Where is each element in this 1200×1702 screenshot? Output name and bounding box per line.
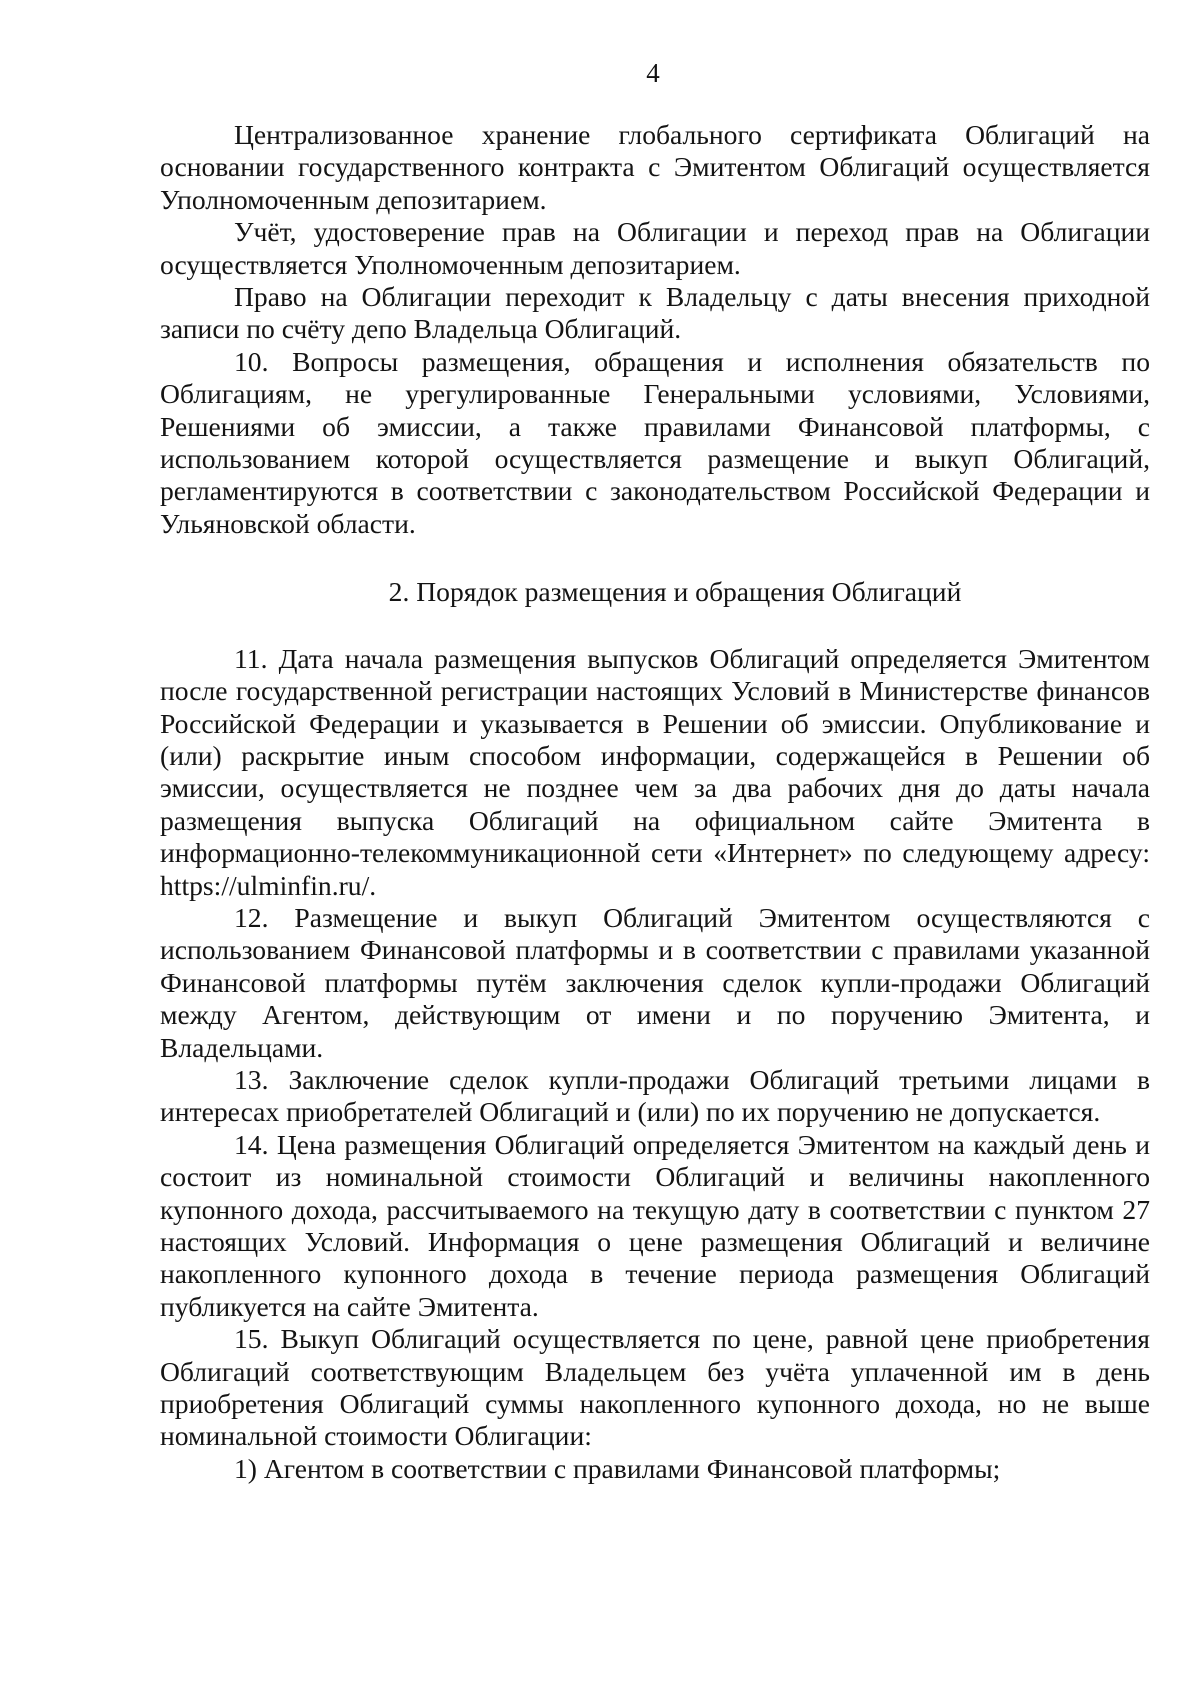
paragraph-item-10: 10. Вопросы размещения, обращения и исполнения обязательств по Облигациям, не урегулированные Генеральными условиями, Условиями, Решениями об эмиссии, а также правилами Финансовой платформы, с использованием которой осуществляется размещение и выкуп Облигаций, регламентируются в соответствии с законодательством Российской Федерации и Ульяновской области. [160, 345, 1150, 539]
paragraph-item-12: 12. Размещение и выкуп Облигаций Эмитентом осуществляются с использованием Финансовой платформы и в соответствии с правилами указанной Финансовой платформы путём заключения сделок купли-продажи Облигаций между Агентом, действующим от имени и по поручению Эмитента, и Владельцами. [160, 901, 1150, 1063]
paragraph: Учёт, удостоверение прав на Облигации и переход прав на Облигации осуществляется Уполномоченным депозитарием. [160, 216, 1150, 280]
paragraph-item-14: 14. Цена размещения Облигаций определяется Эмитентом на каждый день и состоит из номинальной стоимости Облигаций и величины накопленного купонного дохода, рассчитываемого на текущую дату в соответствии с пунктом 27 настоящих Условий. Информация о цене размещения Облигаций и величине накопленного купонного дохода в течение периода размещения Облигаций публикуется на сайте Эмитента. [160, 1128, 1150, 1322]
section-heading: 2. Порядок размещения и обращения Облигаций [388, 576, 962, 608]
document-body [160, 119, 1150, 1485]
paragraph: Централизованное хранение глобального сертификата Облигаций на основании государственного контракта с Эмитентом Облигаций осуществляется Уполномоченным депозитарием. [160, 119, 1150, 215]
page-number: 4 [646, 58, 660, 88]
paragraph-item-11: 11. Дата начала размещения выпусков Облигаций определяется Эмитентом после государственной регистрации настоящих Условий в Министерстве финансов Российской Федерации и указывается в Решении об эмиссии. Опубликование и (или) раскрытие иным способом информации, содержащейся в Решении об эмиссии, осуществляется не позднее чем за два рабочих дня до даты начала размещения выпуска Облигаций на официальном сайте Эмитента в информационно-телекоммуникационной сети «Интернет» по следующему адресу: https://ulminfin.ru/. [160, 642, 1150, 901]
paragraph-item-13: 13. Заключение сделок купли-продажи Облигаций третьими лицами в интересах приобретателей Облигаций и (или) по их поручению не допускается. [160, 1063, 1150, 1128]
paragraph: Право на Облигации переходит к Владельцу с даты внесения приходной записи по счёту депо Владельца Облигаций. [160, 281, 1150, 345]
list-item: 1) Агентом в соответствии с правилами Финансовой платформы; [234, 1452, 1001, 1484]
paragraph-item-15: 15. Выкуп Облигаций осуществляется по цене, равной цене приобретения Облигаций соответствующим Владельцем без учёта уплаченной им в день приобретения Облигаций суммы накопленного купонного дохода, но не выше номинальной стоимости Облигации: [160, 1323, 1150, 1452]
